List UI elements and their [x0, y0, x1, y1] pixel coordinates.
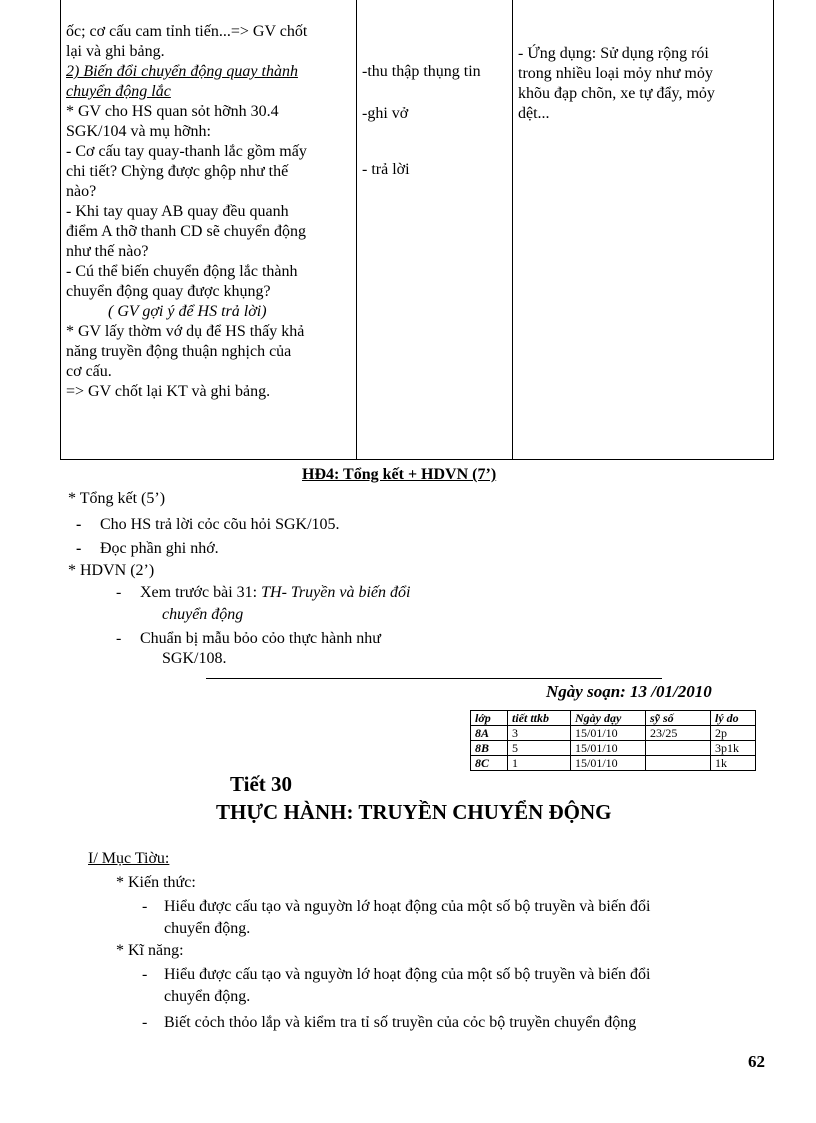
bullet-dash: - — [142, 1014, 148, 1031]
hd4-heading: HĐ4: Tổng kết + HDVN (7’) — [302, 466, 497, 483]
table-cell: 8B — [471, 741, 508, 756]
table-row — [471, 741, 756, 756]
bullet-dash: - — [116, 584, 122, 601]
table-line: cơ cấu. — [66, 363, 112, 380]
table-line: - Ứng dụng: Sử dụng rộng rói — [518, 45, 709, 62]
table-line: chuyển động quay được khụng? — [66, 283, 271, 300]
table-line: SGK/104 và mụ hỡnh: — [66, 123, 211, 140]
table-cell: 15/01/10 — [571, 726, 646, 741]
content-column — [518, 44, 770, 124]
table-line: lại và ghi bảng. — [66, 43, 165, 60]
table-cell: 8C — [471, 756, 508, 771]
table-line: ốc; cơ cấu cam tỉnh tiến...=> GV chốt — [66, 23, 308, 40]
table-line: năng truyền động thuận nghịch của — [66, 343, 292, 360]
knowledge-heading: * Kiến thức: — [116, 874, 196, 891]
table-line: - Cơ cấu tay quay-thanh lắc gồm mấy — [66, 143, 307, 160]
table-cell: 3p1k — [711, 741, 756, 756]
list-item-cont: SGK/108. — [162, 650, 227, 667]
table-line: trong nhiều loại mỏy như mỏy — [518, 65, 713, 82]
lesson-number: Tiết 30 — [230, 772, 293, 796]
table-cell: 23/25 — [646, 726, 711, 741]
section-heading: chuyển động lắc — [66, 83, 171, 100]
table-cell: 8A — [471, 726, 508, 741]
header-cell: sỹ số — [646, 711, 711, 726]
table-line: - trả lời — [362, 161, 410, 178]
list-item-cont: chuyển động. — [164, 920, 251, 937]
list-item — [140, 582, 410, 604]
lesson-title: THỰC HÀNH: TRUYỀN CHUYỂN ĐỘNG — [216, 800, 612, 824]
skills-heading: * Kĩ năng: — [116, 942, 184, 959]
bullet-dash: - — [76, 516, 82, 533]
list-item: Hiểu được cấu tạo và nguyờn lớ hoạt động của một số bộ truyền và biến đổi — [164, 966, 651, 983]
preparation-date: Ngày soạn: 13 /01/2010 — [546, 682, 712, 701]
list-item: Đọc phần ghi nhớ. — [100, 540, 219, 557]
bullet-dash: - — [76, 540, 82, 557]
bullet-dash: - — [142, 898, 148, 915]
list-item: Cho HS trả lời cỏc cõu hỏi SGK/105. — [100, 516, 340, 533]
table-line: => GV chốt lại KT và ghi bảng. — [66, 383, 271, 400]
table-cell: 1k — [711, 756, 756, 771]
class-schedule-table — [470, 710, 756, 771]
table-cell: 1 — [508, 756, 571, 771]
page-number: 62 — [748, 1052, 765, 1071]
objectives-heading: I/ Mục Tiờu: — [88, 850, 170, 867]
hdvn-heading: * HDVN (2’) — [68, 562, 155, 579]
table-row — [471, 756, 756, 771]
table-line: nào? — [66, 183, 97, 200]
header-cell: lớp — [471, 711, 508, 726]
hint-line: ( GV gợi ý để HS trả lời) — [108, 303, 267, 320]
table-header-row — [471, 711, 756, 726]
table-cell: 3 — [508, 726, 571, 741]
table-line: * GV cho HS quan sỏt hỡnh 30.4 — [66, 103, 279, 120]
list-item: Biết cỏch thỏo lắp và kiểm tra tỉ số truyền của cỏc bộ truyền chuyển động — [164, 1014, 637, 1031]
divider — [206, 678, 662, 679]
list-item: Hiểu được cấu tạo và nguyờn lớ hoạt động của một số bộ truyền và biến đổi — [164, 898, 651, 915]
table-line: -ghi vở — [362, 105, 409, 122]
teacher-activity-column — [66, 22, 354, 402]
list-item: Chuẩn bị mẫu bỏo cỏo thực hành như — [140, 630, 381, 647]
table-line: khõu đạp chõn, xe tự đẩy, mỏy — [518, 85, 715, 102]
table-cell: 2p — [711, 726, 756, 741]
table-line: - Khi tay quay AB quay đều quanh — [66, 203, 289, 220]
bullet-dash: - — [116, 630, 122, 647]
list-item-italic: TH- Truyền và biến đổi — [261, 584, 411, 601]
table-cell — [646, 756, 711, 771]
list-item-cont: chuyển động. — [164, 988, 251, 1005]
header-cell: tiết ttkb — [508, 711, 571, 726]
section-heading: 2) Biến đổi chuyển động quay thành — [66, 63, 298, 80]
table-line: * GV lấy thờm vớ dụ để HS thấy khả — [66, 323, 305, 340]
table-cell — [646, 741, 711, 756]
bullet-dash: - — [142, 966, 148, 983]
table-cell: 15/01/10 — [571, 756, 646, 771]
table-row — [471, 726, 756, 741]
table-line: chi tiết? Chỳng được ghộp như thế — [66, 163, 289, 180]
table-line: -thu thập thụng tin — [362, 63, 481, 80]
table-line: điểm A thỡ thanh CD sẽ chuyển động — [66, 223, 306, 240]
table-cell: 15/01/10 — [571, 741, 646, 756]
table-cell: 5 — [508, 741, 571, 756]
activity-table — [60, 0, 774, 460]
list-item-text: Xem trước bài 31: — [140, 584, 262, 601]
table-line: - Cú thể biến chuyển động lắc thành — [66, 263, 298, 280]
list-item-cont: chuyển động — [162, 606, 244, 623]
table-line: dệt... — [518, 105, 550, 122]
header-cell: lý do — [711, 711, 756, 726]
header-cell: Ngày dạy — [571, 711, 646, 726]
table-line: như thế nào? — [66, 243, 149, 260]
tongket-heading: * Tổng kết (5’) — [68, 490, 166, 507]
